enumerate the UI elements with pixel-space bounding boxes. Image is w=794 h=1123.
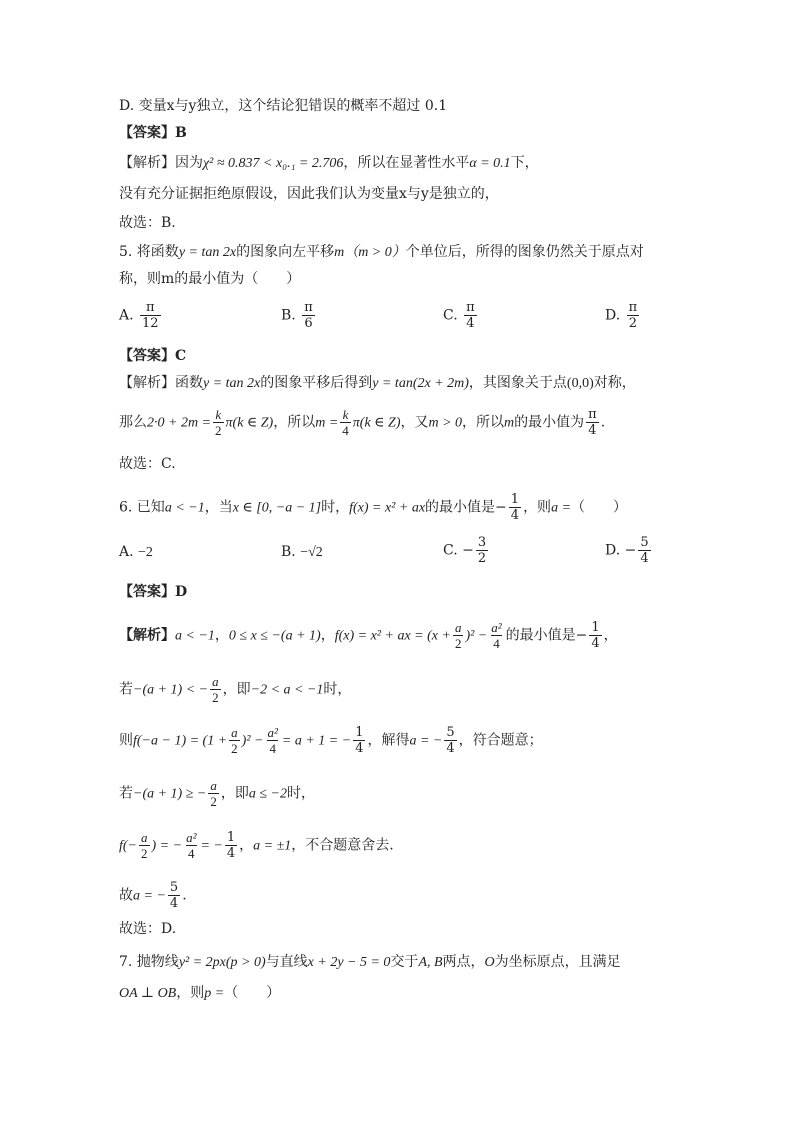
- text: （ ）: [571, 499, 628, 516]
- text: 时，: [287, 785, 315, 802]
- formula: −2 < a < −1: [250, 682, 324, 698]
- q6-conclusion: 故选：D.: [119, 921, 177, 937]
- analysis-label: 【解析】因为: [119, 155, 203, 171]
- text: 对称，: [593, 375, 636, 391]
- denominator: 4: [188, 846, 195, 861]
- q6-analysis-line4: [119, 778, 315, 809]
- fraction: [638, 535, 650, 566]
- formula: )² −: [241, 733, 264, 749]
- alpha-formula: α = 0.1: [469, 156, 511, 171]
- fraction: [302, 300, 315, 331]
- q6-analysis-line1: 【解析】a < −1，0 ≤ x ≤ −(a + 1)，f(x) = x² + ax = (x + $\frac{a}{2}$ )² − $\frac{\text{a²}}{4}$ 的最小值是− $\frac{1}{4}$ ，: [119, 620, 618, 651]
- text: 的图象平移后得到: [260, 375, 373, 391]
- formula: a < −1: [175, 628, 215, 644]
- numerator: 5: [640, 535, 649, 550]
- denominator: 4: [446, 741, 455, 756]
- fraction: [464, 300, 477, 331]
- q5-stem-line2: 称，则m的最小值为（ ）: [119, 271, 301, 287]
- formula: π(k ∈ Z): [225, 415, 274, 431]
- q6-answer: 【答案】D: [119, 584, 188, 600]
- formula: 2·0 + 2m =: [147, 415, 212, 431]
- denominator: 2: [210, 794, 217, 809]
- q7-stem-line2: [119, 983, 280, 1004]
- formula: x + 2y − 5 = 0: [307, 955, 391, 970]
- formula: f(−a − 1) = (1 +: [133, 733, 228, 749]
- fraction: [340, 407, 351, 438]
- denominator: 4: [466, 316, 475, 331]
- q5-option-b: [281, 300, 317, 331]
- text: 的最小值为: [514, 414, 585, 431]
- option-value: −√2: [300, 545, 323, 560]
- text: ，其图象关于点: [468, 375, 567, 391]
- formula: O: [484, 955, 495, 970]
- numerator: π: [466, 300, 475, 315]
- formula: a ≤ −2: [248, 786, 287, 802]
- fraction: [489, 620, 503, 651]
- fraction: [453, 620, 464, 651]
- formula: a = ±1: [253, 838, 292, 854]
- formula: π(k ∈ Z): [352, 415, 401, 431]
- q5-option-a: [119, 300, 163, 331]
- q4-conclusion: 故选：B.: [119, 215, 176, 231]
- formula: m（m > 0）: [334, 245, 406, 260]
- q5-option-c: [443, 300, 479, 331]
- numerator: 5: [169, 880, 179, 895]
- denominator: 2: [231, 741, 238, 756]
- fraction: [353, 725, 365, 756]
- text: ，则: [176, 985, 205, 1001]
- option-label: C.: [443, 542, 458, 559]
- denominator: 2: [628, 316, 638, 331]
- denominator: 2: [212, 690, 219, 705]
- fraction: [589, 620, 601, 651]
- numerator: 1: [591, 620, 600, 635]
- option-label: A.: [119, 544, 134, 560]
- text: ，符合题意；: [458, 732, 543, 749]
- text: 为坐标原点，且满足: [494, 954, 621, 970]
- denominator: 4: [640, 551, 649, 566]
- text: ，: [239, 837, 254, 854]
- formula: a =: [551, 500, 572, 516]
- text: 5. 将函数: [119, 244, 179, 260]
- text: 两点，: [442, 954, 485, 970]
- q6-option-d: [605, 535, 653, 566]
- numerator: a²: [491, 620, 502, 635]
- q5-analysis-line1: [119, 373, 636, 394]
- text: ，解得: [367, 732, 410, 749]
- q6-option-c: [443, 535, 490, 566]
- numerator: a: [231, 725, 238, 740]
- formula: y = tan 2x: [178, 245, 237, 260]
- numerator: 3: [477, 535, 487, 550]
- numerator: k: [342, 407, 349, 422]
- formula: f(−: [119, 838, 137, 854]
- q6-option-a: [119, 542, 153, 563]
- numerator: k: [215, 407, 222, 422]
- text: .: [182, 887, 187, 904]
- text: 时，: [323, 681, 352, 698]
- fraction: [476, 535, 488, 566]
- text: 的最小值是: [505, 627, 576, 644]
- fraction: [627, 300, 640, 331]
- analysis-label: 【解析】: [119, 627, 175, 644]
- minus-sign: −: [495, 499, 507, 516]
- option-label: C.: [443, 307, 458, 324]
- denominator: 4: [269, 741, 276, 756]
- denominator: 4: [588, 423, 597, 438]
- denominator: 4: [355, 741, 364, 756]
- minus-sign: −: [462, 542, 474, 559]
- formula: a < −1: [164, 500, 205, 516]
- denominator: 2: [477, 551, 487, 566]
- denominator: 2: [454, 636, 462, 651]
- q6-analysis-line5: [119, 830, 394, 861]
- q4-answer: 【答案】B: [119, 125, 187, 141]
- text: 个单位后，所得的图象仍然关于原点对: [405, 244, 644, 260]
- text: 若: [119, 785, 133, 802]
- q6-analysis-line6: [119, 880, 187, 911]
- text: ，即: [222, 681, 251, 698]
- formula: f(x) = x² + ax = (x +: [334, 628, 451, 644]
- fraction: [139, 830, 150, 861]
- formula: y = tan 2x: [203, 376, 261, 391]
- numerator: 1: [226, 830, 236, 845]
- numerator: a: [212, 674, 219, 689]
- fraction: [225, 830, 237, 861]
- text: 的最小值是: [425, 499, 496, 516]
- q5-analysis-line2: 那么2·0 + 2m = $\frac{k}{2}$ π(k ∈ Z)，所以m = $\frac{k}{4}$ π(k ∈ Z)，又m > 0，所以m的最小值为 $\frac{\pi}{4}$ .: [119, 407, 606, 438]
- formula: = −: [200, 838, 223, 854]
- q6-option-b: [281, 542, 323, 563]
- analysis-label: 【解析】函数: [119, 375, 203, 391]
- formula: −(a + 1) < −: [133, 682, 209, 698]
- fraction: [265, 725, 279, 756]
- denominator: 4: [226, 846, 236, 861]
- fraction: [444, 725, 456, 756]
- minus-sign: −: [624, 542, 637, 559]
- formula: OA ⊥ OB: [119, 986, 177, 1001]
- denominator: 2: [141, 846, 148, 861]
- minus-sign: −: [575, 627, 588, 644]
- formula: a = −: [133, 888, 166, 904]
- q5-conclusion: 故选：C.: [119, 456, 176, 472]
- denominator: 6: [304, 316, 313, 331]
- text: 那么: [119, 414, 147, 431]
- numerator: π: [146, 300, 155, 315]
- option-label: B.: [281, 544, 296, 560]
- formula: m > 0: [428, 415, 463, 431]
- text: 则: [119, 732, 133, 749]
- text: ，所以在显著性水平: [343, 155, 470, 171]
- text: 时，: [321, 499, 350, 516]
- numerator: a: [210, 778, 217, 793]
- text: 故: [119, 887, 133, 904]
- formula: p =: [204, 986, 225, 1001]
- text: 与直线: [265, 954, 308, 970]
- numerator: 5: [446, 725, 455, 740]
- text: ，所以: [273, 414, 316, 431]
- fraction: [208, 778, 219, 809]
- formula: A, B: [418, 955, 443, 970]
- denominator: 2: [215, 423, 222, 438]
- denominator: 4: [169, 896, 179, 911]
- denominator: 4: [591, 636, 600, 651]
- numerator: π: [304, 300, 313, 315]
- text: 7. 抛物线: [119, 954, 179, 970]
- numerator: π: [628, 300, 638, 315]
- text: 若: [119, 681, 133, 698]
- fraction: [168, 880, 180, 911]
- q5-option-d: [605, 300, 641, 331]
- numerator: a²: [186, 830, 197, 845]
- q4-option-d: D. 变量x与y独立，这个结论犯错误的概率不超过 0.1: [119, 98, 448, 114]
- text: ，即: [220, 785, 249, 802]
- fraction: [184, 830, 198, 861]
- q4-analysis-line1: [119, 153, 539, 174]
- q6-analysis-line3: [119, 725, 543, 756]
- formula: ) = −: [151, 838, 183, 854]
- text: ，又: [400, 414, 429, 431]
- formula: x ∈ [0, −a − 1]: [232, 500, 322, 516]
- text: ，则: [523, 499, 552, 516]
- formula: y = tan(2x + 2m): [372, 376, 469, 391]
- text: （ ）: [224, 985, 281, 1001]
- option-label: D.: [605, 542, 621, 559]
- numerator: a²: [267, 725, 278, 740]
- denominator: 4: [342, 423, 349, 438]
- text: 下，: [510, 155, 539, 171]
- fraction: [213, 407, 224, 438]
- text: 的图象向左平移: [236, 244, 335, 260]
- formula: 0 ≤ x ≤ −(a + 1): [228, 628, 321, 644]
- fraction: [586, 407, 599, 438]
- chi-formula: χ² ≈ 0.837 < x₀.₁ = 2.706: [203, 156, 344, 171]
- denominator: 4: [510, 508, 520, 523]
- formula: m: [504, 415, 515, 431]
- text: ，当: [204, 499, 233, 516]
- formula: f(x) = x² + ax: [349, 500, 426, 516]
- text: ，所以: [462, 414, 505, 431]
- q5-stem-line1: [119, 242, 644, 263]
- q7-stem-line1: [119, 952, 621, 973]
- denominator: 12: [142, 316, 159, 331]
- option-value: −2: [138, 545, 153, 560]
- fraction: [140, 300, 161, 331]
- option-label: D.: [605, 307, 621, 324]
- q6-analysis-line2: [119, 674, 351, 705]
- text: ，: [320, 627, 335, 644]
- numerator: a: [141, 830, 148, 845]
- text: 6. 已知: [119, 499, 165, 516]
- q6-stem: [119, 492, 627, 523]
- numerator: 1: [355, 725, 364, 740]
- formula: y² = 2px(p > 0): [178, 955, 266, 970]
- numerator: π: [588, 407, 597, 422]
- numerator: a: [454, 620, 462, 635]
- formula: )² −: [465, 628, 488, 644]
- formula: = a + 1 = −: [281, 733, 352, 749]
- text: ，不合题意舍去.: [291, 837, 394, 854]
- fraction: [229, 725, 240, 756]
- formula: m =: [315, 415, 339, 431]
- option-label: A.: [119, 307, 134, 324]
- formula: −(a + 1) ≥ −: [133, 786, 207, 802]
- fraction: [509, 492, 521, 523]
- text: ，: [214, 627, 229, 644]
- formula: a = −: [409, 733, 443, 749]
- q4-analysis-line2: 没有充分证据拒绝原假设，因此我们认为变量x与y是独立的，: [119, 186, 499, 202]
- fraction: [210, 674, 221, 705]
- q5-answer: 【答案】C: [119, 348, 187, 364]
- numerator: 1: [510, 492, 520, 507]
- denominator: 4: [493, 636, 500, 651]
- option-label: B.: [281, 307, 296, 324]
- text: 交于: [390, 954, 419, 970]
- formula: (0,0): [566, 376, 594, 391]
